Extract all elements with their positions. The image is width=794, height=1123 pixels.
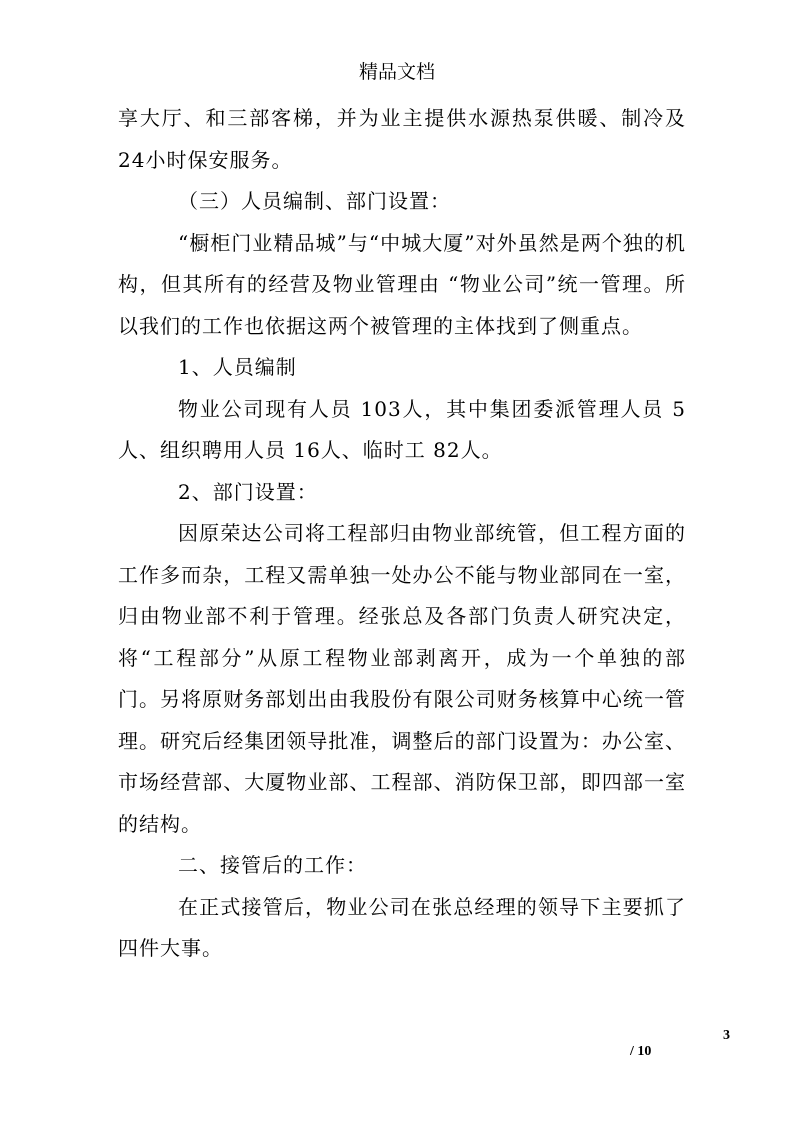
section-heading-after-takeover: 二、接管后的工作： <box>178 853 367 877</box>
page-number: 3 <box>723 1028 730 1043</box>
subheading-departments: 2、部门设置： <box>178 479 318 504</box>
section-heading-staffing: （三）人员编制、部门设置： <box>178 189 451 213</box>
paragraph-organization: “橱柜门业精品城”与“中城大厦”对外虽然是两个独的机构，但其所有的经营及物业管理由 “物业公司”统一管理。所以我们的工作也依据这两个被管理的主体找到了侧重点。 <box>118 230 686 338</box>
paragraph-takeover-work: 在正式接管后，物业公司在张总经理的领导下主要抓了四件大事。 <box>118 894 686 960</box>
paragraph-department-setup: 因原荣达公司将工程部归由物业部统管，但工程方面的工作多而杂，工程又需单独一处办公不能与物业部同在一室，归由物业部不利于管理。经张总及各部门负责人研究决定，将“工程部分”从原工程物业部剥离开，成为一个单独的部门。另将原财务部划出由我股份有限公司财务核算中心统一管理。研究后经集团领导批准，调整后的部门设置为：办公室、市场经营部、大厦物业部、工程部、消防保卫部，即四部一室的结构。 <box>118 521 686 836</box>
subheading-staffing: 1、人员编制 <box>178 355 297 379</box>
page-header-title: 精品文档 <box>358 61 435 83</box>
document-body <box>118 98 686 970</box>
paragraph-continuation: 享大厅、和三部客梯，并为业主提供水源热泵供暖、制冷及24小时保安服务。 <box>118 106 686 172</box>
paragraph-staff-count: 物业公司现有人员 103人，其中集团委派管理人员 5人、组织聘用人员 16人、临时工 82人。 <box>118 396 686 462</box>
page-total: / 10 <box>630 1044 652 1059</box>
